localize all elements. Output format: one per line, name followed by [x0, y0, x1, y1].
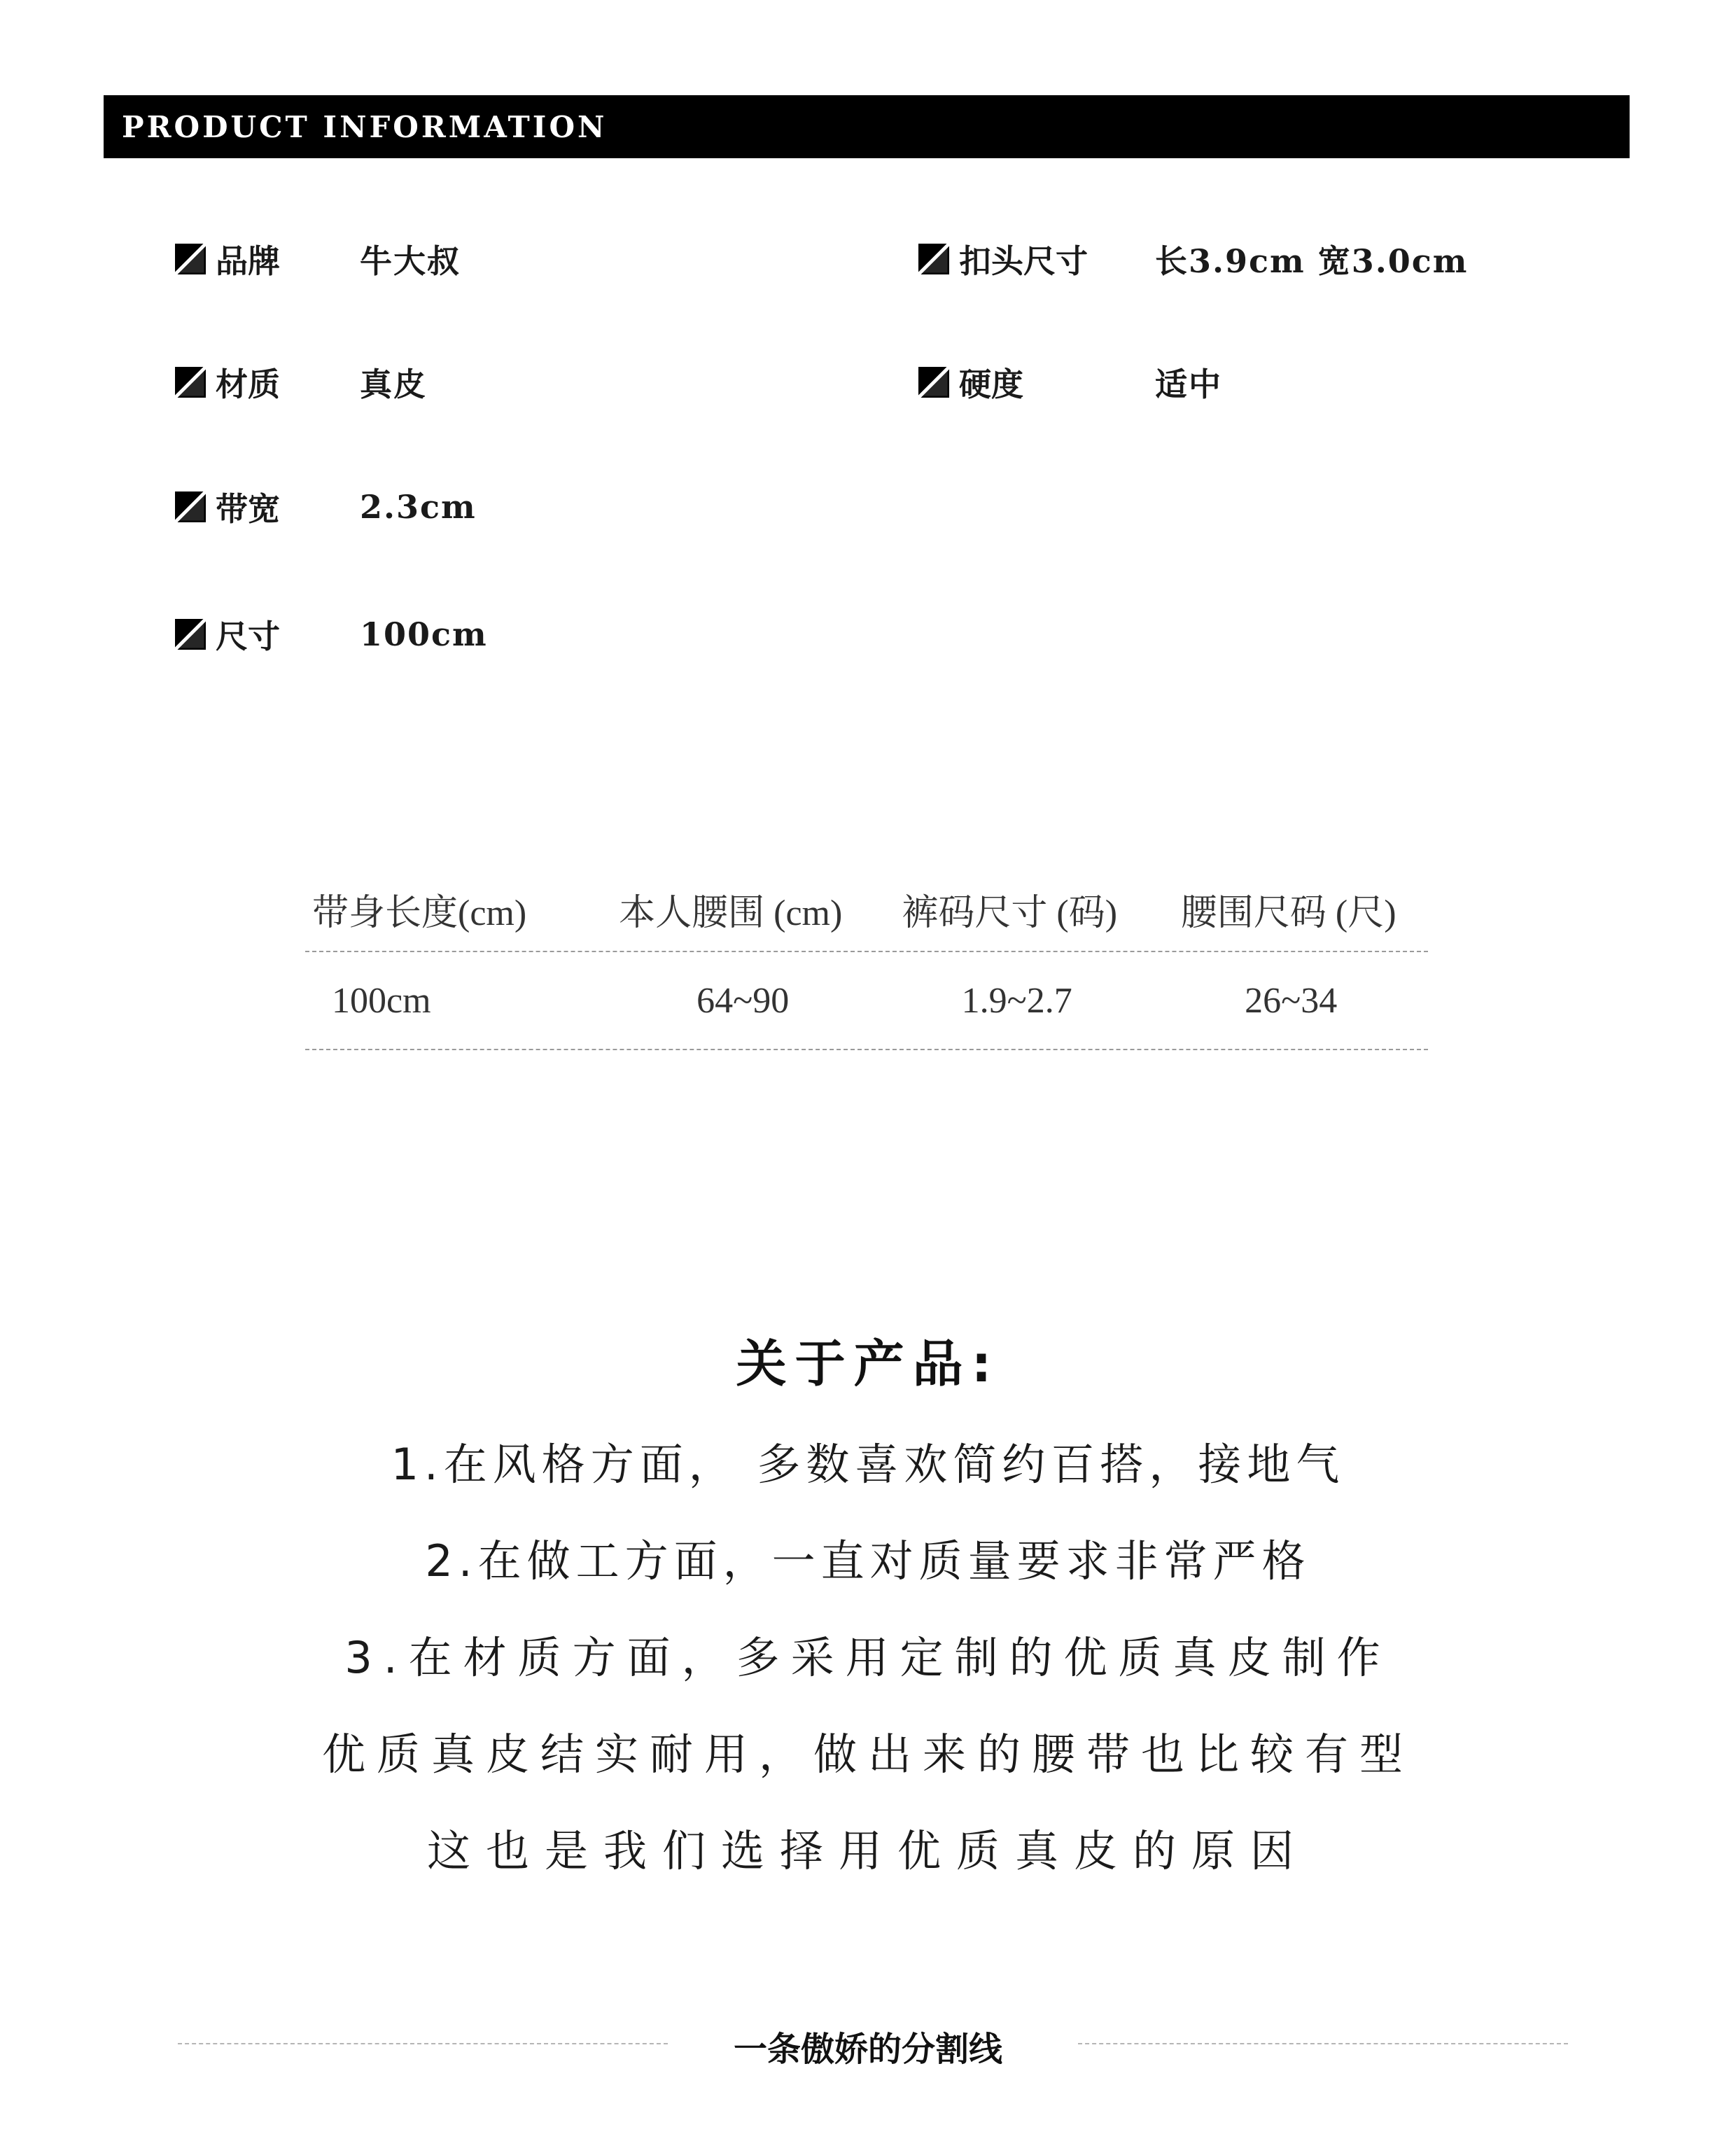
spec-item-size [175, 606, 488, 662]
spec-label: 品牌 [216, 242, 280, 280]
about-line: 这也是我们选择用优质真皮的原因 [426, 1825, 1309, 1876]
about-line: 2.在做工方面，一直对质量要求非常严格 [425, 1535, 1311, 1586]
spec-item-material [175, 354, 427, 410]
checked-box-icon [918, 244, 949, 274]
spec-item-belt-width [175, 479, 477, 535]
product-information-header [104, 95, 1630, 158]
checked-box-icon [175, 491, 206, 522]
checked-box-icon [175, 619, 206, 650]
spec-item-buckle-size [918, 231, 1468, 287]
divider-dash-right [1078, 2043, 1568, 2044]
size-table-header: 本人腰围 (cm) [619, 893, 843, 933]
size-table-header: 带身长度(cm) [312, 893, 527, 933]
checked-box-icon [175, 244, 206, 274]
spec-label: 尺寸 [216, 618, 280, 655]
spec-label: 硬度 [959, 365, 1023, 403]
size-table [305, 867, 1428, 1050]
spec-item-brand [175, 231, 461, 287]
size-table-cell: 1.9~2.7 [961, 980, 1072, 1021]
about-title: 关于产品: [736, 1334, 1000, 1393]
spec-value: 长3.9cm 宽3.0cm [1155, 242, 1469, 280]
spec-value: 2.3cm [360, 488, 477, 526]
spec-item-hardness [918, 354, 1222, 410]
divider-text: 一条傲娇的分割线 [733, 2030, 1002, 2069]
header-title: PRODUCT INFORMATION [122, 109, 608, 144]
spec-label: 材质 [216, 365, 280, 403]
checked-box-icon [918, 367, 949, 398]
spec-label: 扣头尺寸 [959, 242, 1088, 280]
spec-value: 100cm [360, 615, 488, 653]
spec-value: 真皮 [360, 365, 427, 403]
spec-label: 带宽 [216, 490, 280, 528]
size-table-cell: 64~90 [696, 980, 790, 1021]
size-table-header-row [305, 867, 1428, 952]
about-line: 3.在材质方面，多采用定制的优质真皮制作 [344, 1632, 1392, 1683]
about-line: 1.在风格方面， 多数喜欢简约百搭，接地气 [391, 1439, 1345, 1490]
spec-value: 牛大叔 [360, 242, 461, 280]
size-table-header: 腰围尺码 (尺) [1180, 893, 1396, 933]
size-table-header: 裤码尺寸 (码) [902, 893, 1118, 933]
section-divider [0, 2015, 1736, 2071]
table-row [305, 952, 1428, 1050]
size-table-cell: 26~34 [1245, 980, 1338, 1021]
checked-box-icon [175, 367, 206, 398]
about-line: 优质真皮结实耐用，做出来的腰带也比较有型 [321, 1729, 1414, 1780]
spec-value: 适中 [1155, 365, 1222, 403]
size-table-cell: 100cm [332, 980, 431, 1021]
